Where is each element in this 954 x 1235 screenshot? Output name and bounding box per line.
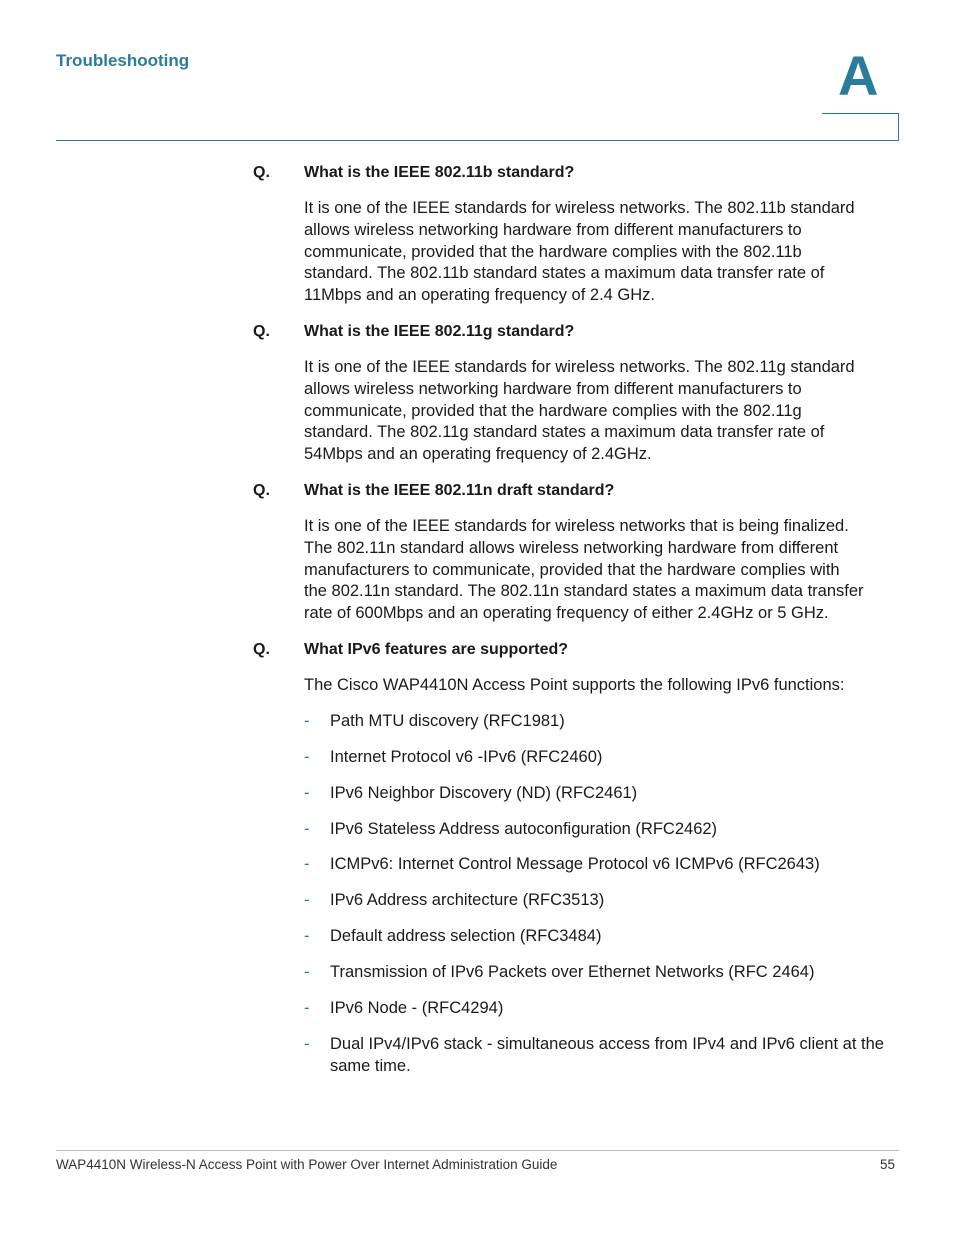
chapter-letter: A [838,44,879,107]
footer-rule [56,1150,899,1151]
dash-bullet: - [304,891,310,909]
answer-4 [304,675,896,697]
answer-line: standard. The 802.11b standard states a maximum data transfer rate of [304,264,825,283]
question-marker: Q. [253,482,270,499]
answer-line: It is one of the IEEE standards for wireless networks. The 802.11b standard [304,199,855,217]
question-text: What is the IEEE 802.11b standard? [304,164,575,181]
answer-line: communicate, provided that the hardware complies with the 802.11g [304,401,802,420]
answer-line: It is one of the IEEE standards for wireless networks. The 802.11g standard [304,358,855,376]
answer-line: the 802.11n standard. The 802.11n standard states a maximum data transfer [304,582,864,601]
dash-bullet: - [304,855,310,873]
list-item-text: Dual IPv4/IPv6 stack - simultaneous access from IPv4 and IPv6 client at the same time. [330,1035,884,1075]
list-item-text: Path MTU discovery (RFC1981) [330,712,565,730]
list-item-text: IPv6 Node - (RFC4294) [330,999,504,1017]
question-text: What is the IEEE 802.11g standard? [304,323,575,340]
section-title: Troubleshooting [56,51,190,70]
dash-bullet: - [304,963,310,981]
dash-bullet: - [304,999,310,1017]
answer-2 [304,357,896,466]
dash-bullet: - [304,784,310,802]
answer-line: It is one of the IEEE standards for wireless networks that is being finalized. [304,517,849,535]
answer-line: rate of 600Mbps and an operating frequency of either 2.4GHz or 5 GHz. [304,604,829,623]
answer-line: manufacturers to communicate, provided that the hardware complies with [304,560,840,579]
header-rule [56,140,899,141]
dash-bullet: - [304,712,310,730]
dash-bullet: - [304,748,310,766]
answer-line: The 802.11n standard allows wireless networking hardware from different [304,538,839,557]
dash-bullet: - [304,820,310,838]
answer-line: 11Mbps and an operating frequency of 2.4 GHz. [304,286,655,305]
question-marker: Q. [253,641,270,658]
dash-bullet: - [304,1035,310,1053]
answer-3 [304,516,896,625]
question-marker: Q. [253,323,270,340]
list-item-text: Transmission of IPv6 Packets over Ethernet Networks (RFC 2464) [330,963,815,981]
chapter-tab-box [822,113,899,141]
list-item-text: IPv6 Address architecture (RFC3513) [330,891,605,909]
answer-line: standard. The 802.11g standard states a maximum data transfer rate of [304,423,825,442]
question-marker: Q. [253,164,270,181]
list-item-text: Internet Protocol v6 -IPv6 (RFC2460) [330,748,603,766]
answer-line: communicate, provided that the hardware complies with the 802.11b [304,242,802,261]
list-item-text: IPv6 Neighbor Discovery (ND) (RFC2461) [330,784,638,802]
question-text: What IPv6 features are supported? [304,641,569,658]
answer-line: allows wireless networking hardware from different manufacturers to [304,220,802,239]
answer-1 [304,198,896,307]
dash-bullet: - [304,927,310,945]
list-item-text: ICMPv6: Internet Control Message Protocol v6 ICMPv6 (RFC2643) [330,855,820,873]
answer-line: 54Mbps and an operating frequency of 2.4GHz. [304,445,652,464]
list-item-text: Default address selection (RFC3484) [330,927,602,945]
answer-line: The Cisco WAP4410N Access Point supports the following IPv6 functions: [304,676,845,694]
list-item-text: IPv6 Stateless Address autoconfiguration (RFC2462) [330,820,718,838]
page-number: 55 [880,1157,896,1172]
footer-guide-title: WAP4410N Wireless-N Access Point with Power Over Internet Administration Guide [56,1157,558,1172]
answer-line: allows wireless networking hardware from different manufacturers to [304,379,802,398]
question-text: What is the IEEE 802.11n draft standard? [304,482,615,499]
